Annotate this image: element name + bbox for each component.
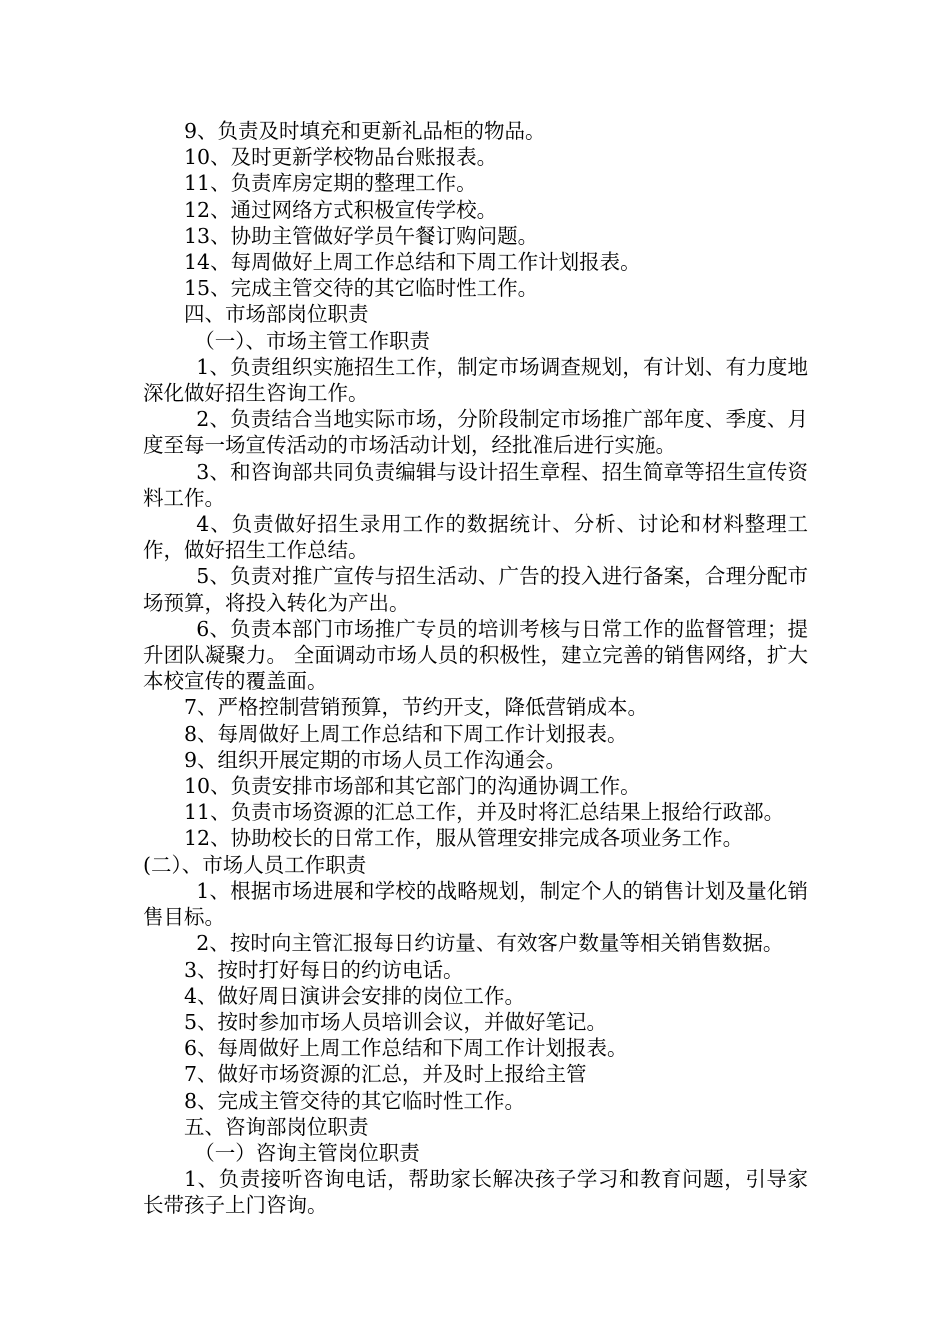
paragraph: 3、按时打好每日的约访电话。 <box>184 957 464 982</box>
paragraph: 14、每周做好上周工作总结和下周工作计划报表。 <box>184 250 641 275</box>
paragraph: 13、协助主管做好学员午餐订购问题。 <box>184 223 539 248</box>
paragraph: 7、严格控制营销预算，节约开支，降低营销成本。 <box>184 695 649 720</box>
paragraph: 12、通过网络方式积极宣传学校。 <box>184 197 498 222</box>
paragraph: 10、及时更新学校物品台账报表。 <box>184 145 498 170</box>
paragraph: 8、每周做好上周工作总结和下周工作计划报表。 <box>184 721 628 746</box>
section-heading: 四、市场部岗位职责 <box>184 302 369 327</box>
subsection-heading: （一）咨询主管岗位职责 <box>194 1140 420 1165</box>
paragraph: 1、负责接听咨询电话，帮助家长解决孩子学习和教育问题，引导家长带孩子上门咨询。 <box>143 1167 808 1218</box>
paragraph: 5、按时参加市场人员培训会议，并做好笔记。 <box>184 1009 608 1034</box>
paragraph: 9、组织开展定期的市场人员工作沟通会。 <box>184 747 567 772</box>
paragraph: 9、负责及时填充和更新礼品柜的物品。 <box>184 119 546 143</box>
paragraph: 1、根据市场进展和学校的战略规划，制定个人的销售计划及量化销售目标。 <box>143 878 808 930</box>
paragraph: 7、做好市场资源的汇总，并及时上报给主管 <box>184 1062 587 1087</box>
paragraph: 1、负责组织实施招生工作，制定市场调查规划，有计划、有力度地深化做好招生咨询工作。 <box>143 354 808 406</box>
document-body <box>143 118 808 1219</box>
paragraph: 6、每周做好上周工作总结和下周工作计划报表。 <box>184 1036 628 1061</box>
paragraph: 4、负责做好招生录用工作的数据统计、分析、讨论和材料整理工作，做好招生工作总结。 <box>143 512 808 563</box>
paragraph: 15、完成主管交待的其它临时性工作。 <box>184 276 539 301</box>
paragraph: 11、负责市场资源的汇总工作，并及时将汇总结果上报给行政部。 <box>184 800 785 825</box>
section-heading: 五、咨询部岗位职责 <box>184 1114 369 1139</box>
paragraph: 12、协助校长的日常工作，服从管理安排完成各项业务工作。 <box>184 826 744 851</box>
paragraph: 2、按时向主管汇报每日约访量、有效客户数量等相关销售数据。 <box>196 931 784 956</box>
paragraph: 4、做好周日演讲会安排的岗位工作。 <box>184 983 526 1008</box>
paragraph: 8、完成主管交待的其它临时性工作。 <box>184 1088 526 1113</box>
paragraph: 6、负责本部门市场推广专员的培训考核与日常工作的监督管理；提升团队凝聚力。 全面调动市场人员的积极性，建立完善的销售网络，扩大本校宣传的覆盖面。 <box>143 616 808 694</box>
paragraph: 11、负责库房定期的整理工作。 <box>184 171 477 196</box>
paragraph: 2、负责结合当地实际市场，分阶段制定市场推广部年度、季度、月度至每一场宣传活动的市场活动计划，经批准后进行实施。 <box>143 407 808 458</box>
paragraph: 3、和咨询部共同负责编辑与设计招生章程、招生简章等招生宣传资料工作。 <box>143 459 808 510</box>
paragraph: 10、负责安排市场部和其它部门的沟通协调工作。 <box>184 774 641 799</box>
subsection-heading: (二）、市场人员工作职责 <box>143 852 367 877</box>
paragraph: 5、负责对推广宣传与招生活动、广告的投入进行备案，合理分配市场预算，将投入转化为产出。 <box>143 564 808 615</box>
subsection-heading: （一）、市场主管工作职责 <box>194 328 430 353</box>
